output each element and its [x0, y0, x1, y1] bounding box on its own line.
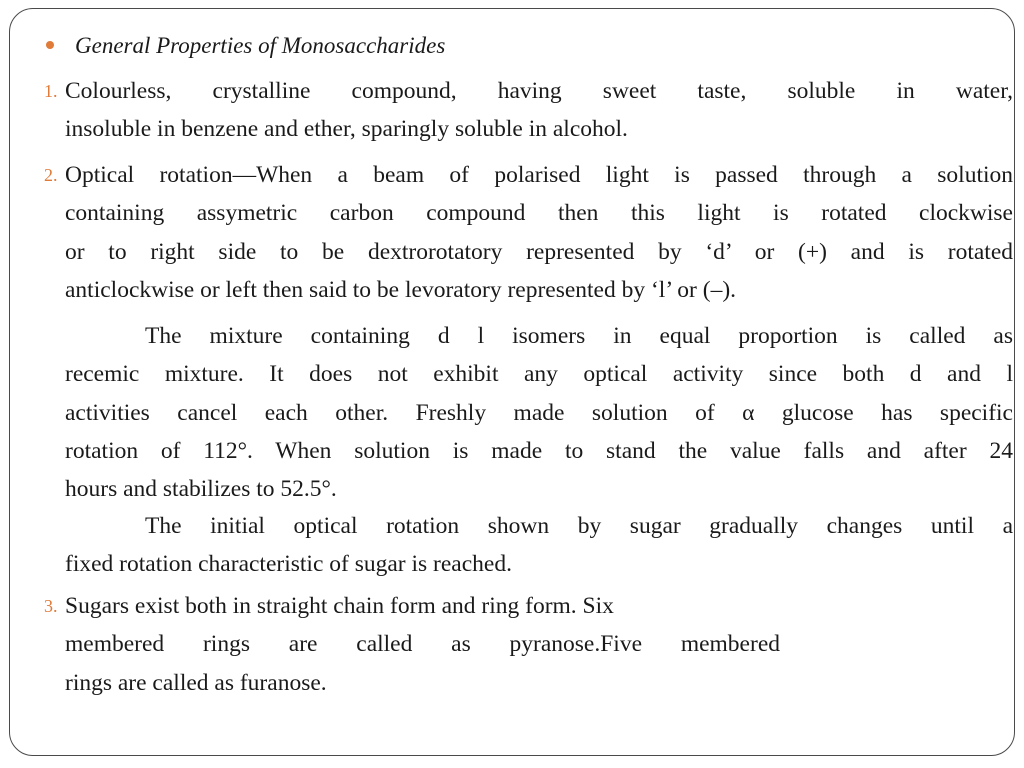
text-line: insoluble in benzene and ether, sparingly soluble in alcohol.: [65, 116, 628, 143]
item-1-number: 1.: [44, 81, 58, 101]
text-line: rings are called as furanose.: [65, 669, 327, 696]
text-line: Colourless, crystalline compound, having sweet taste, soluble in water,: [65, 78, 1013, 104]
section-heading: General Properties of Monosaccharides: [75, 33, 446, 58]
item-2-number: 2.: [44, 165, 58, 185]
item-3-text: [65, 587, 780, 702]
text-line: rotation of 112°. When solution is made to stand the value falls and after 24: [65, 437, 1013, 464]
bullet-dot-icon: [46, 41, 54, 49]
text-line: activities cancel each other. Freshly made solution of α glucose has specific: [65, 399, 1013, 426]
text-line: hours and stabilizes to 52.5°.: [65, 476, 337, 503]
text-line: Sugars exist both in straight chain form and ring form. Six: [65, 593, 614, 619]
text-line: recemic mixture. It does not exhibit any optical activity since both d and l: [65, 361, 1013, 388]
text-line: Optical rotation—When a beam of polarised light is passed through a solution: [65, 162, 1013, 188]
text-line: The mixture containing d l isomers in equal proportion is called as: [145, 323, 1013, 349]
item-3-number: 3.: [44, 596, 58, 616]
text-line: anticlockwise or left then said to be levoratory represented by ‘l’ or (–).: [65, 276, 737, 303]
paragraph-initial-rotation: [65, 507, 1013, 584]
text-line: or to right side to be dextrorotatory represented by ‘d’ or (+) and is rotated: [65, 238, 1013, 265]
item-1-text: [65, 72, 1013, 149]
paragraph-racemic-mixture: [65, 317, 1013, 508]
text-line: The initial optical rotation shown by sugar gradually changes until a: [145, 513, 1013, 539]
text-line: containing assymetric carbon compound then this light is rotated clockwise: [65, 200, 1013, 227]
text-line: fixed rotation characteristic of sugar is reached.: [65, 551, 512, 578]
heading-row: [0, 30, 1024, 62]
item-2-text: [65, 156, 1013, 309]
text-line: membered rings are called as pyranose.Five membered: [65, 631, 780, 658]
